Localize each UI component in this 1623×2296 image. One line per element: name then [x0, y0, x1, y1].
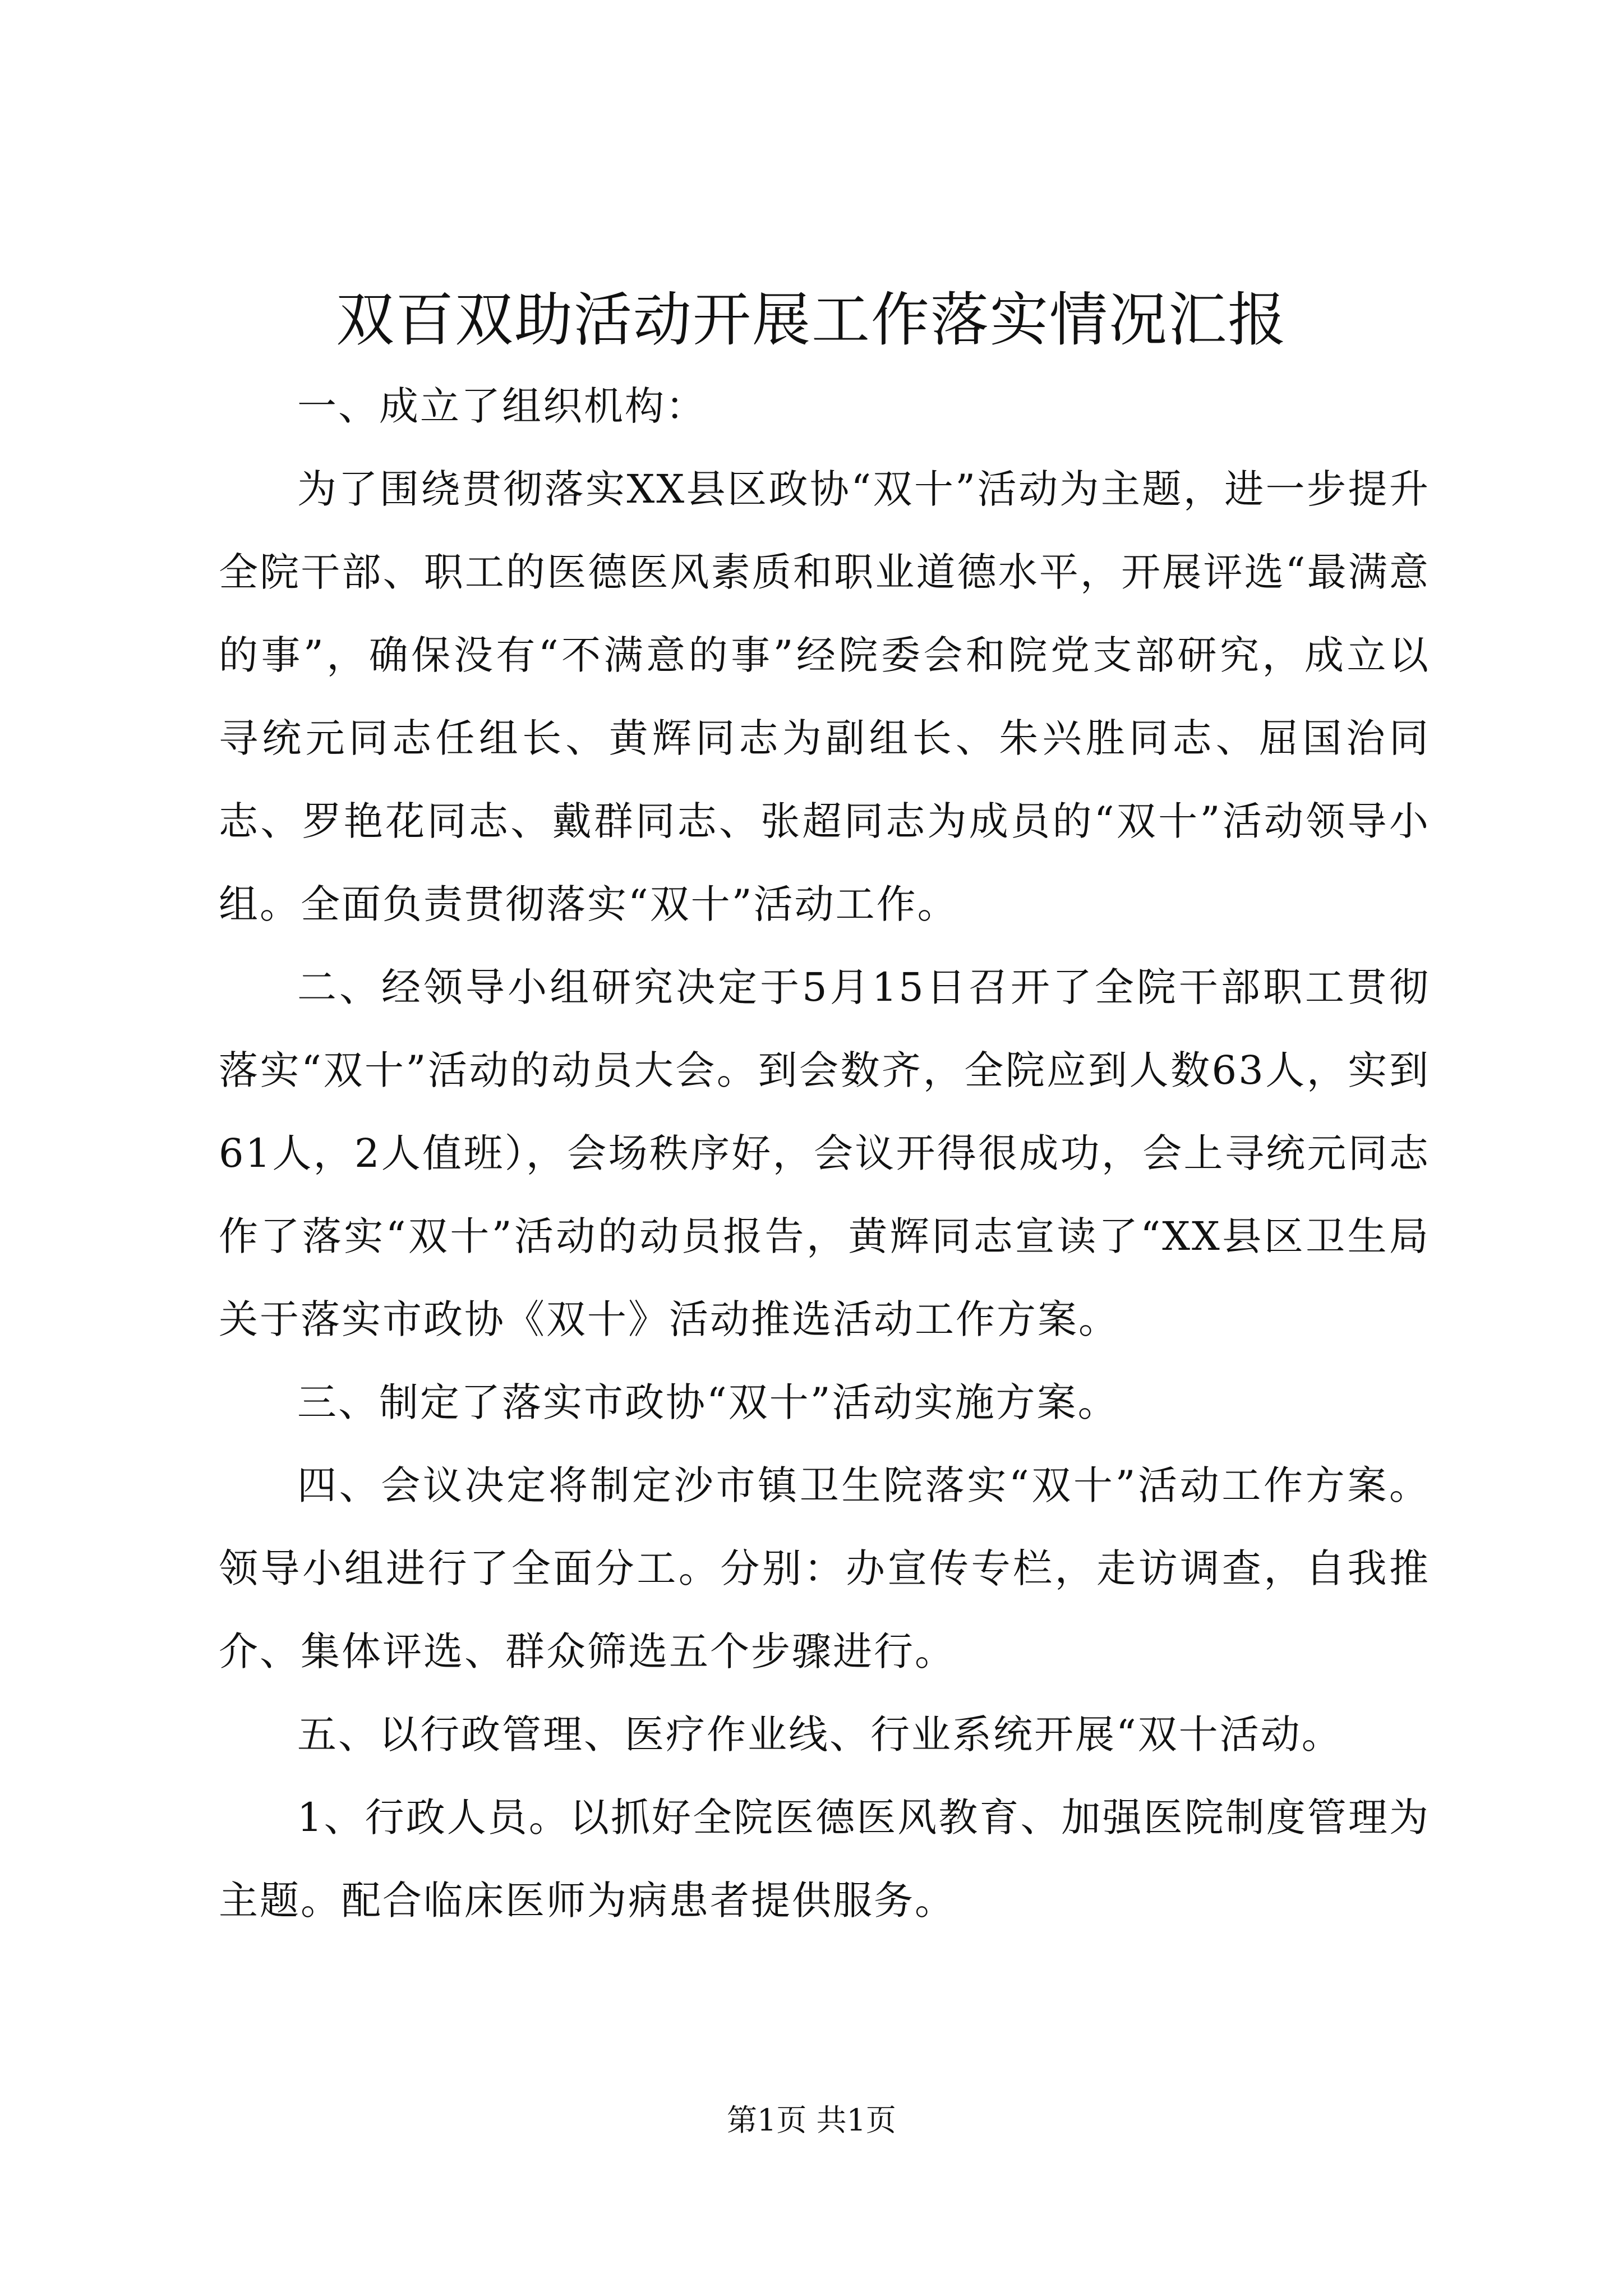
- paragraph-section-1-heading: 一、成立了组织机构：: [297, 383, 707, 429]
- document-body: [219, 365, 1430, 1942]
- page-number-footer: 第1页 共1页: [727, 2102, 896, 2138]
- paragraph-organization: 为了围绕贯彻落实XX县区政协“双十”活动为主题，进一步提升全院干部、职工的医德医风素质和职业道德水平，开展评选“最满意的事”，确保没有“不满意的事”经院委会和院党支部研究，成立以寻统元同志任组长、黄辉同志为副组长、朱兴胜同志、屈国治同志、罗艳花同志、戴群同志、张超同志为成员的“双十”活动领导小组。全面负责贯彻落实“双十”活动工作。: [219, 466, 1430, 927]
- document-title: 双百双助活动开展工作落实情况汇报: [335, 286, 1287, 354]
- paragraph-item-1-admin: 1、行政人员。以抓好全院医德医风教育、加强医院制度管理为主题。配合临床医师为病患者提供服务。: [219, 1795, 1430, 1924]
- paragraph-section-5-activity: 五、以行政管理、医疗作业线、行业系统开展“双十活动。: [297, 1711, 1343, 1757]
- paragraph-section-2-meeting: 二、经领导小组研究决定于5月15日召开了全院干部职工贯彻落实“双十”活动的动员大会。到会数齐，全院应到人数63人，实到61人，2人值班），会场秩序好，会议开得很成功，会上寻统元同志作了落实“双十”活动的动员报告，黄辉同志宣读了“XX县区卫生局关于落实市政协《双十》活动推选活动工作方案。: [219, 964, 1430, 1342]
- paragraph-section-4-division: 四、会议决定将制定沙市镇卫生院落实“双十”活动工作方案。领导小组进行了全面分工。分别：办宣传专栏，走访调查，自我推介、集体评选、群众筛选五个步骤进行。: [219, 1462, 1430, 1674]
- paragraph-section-3-plan: 三、制定了落实市政协“双十”活动实施方案。: [297, 1379, 1119, 1425]
